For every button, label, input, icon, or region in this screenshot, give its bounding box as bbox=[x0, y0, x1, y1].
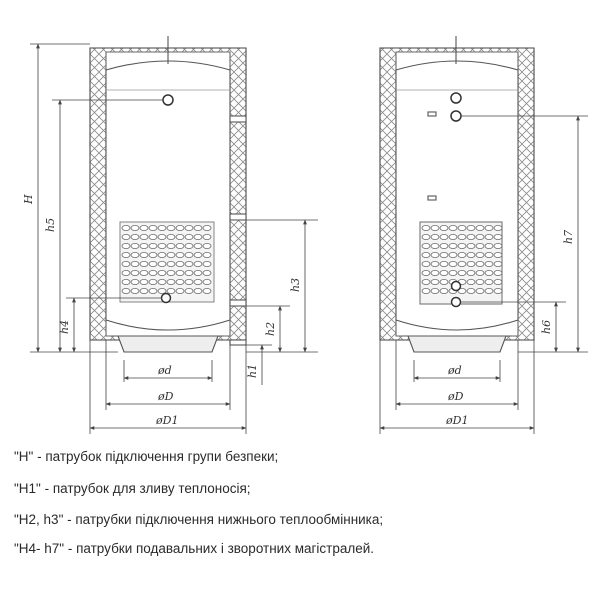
coil-turn bbox=[167, 225, 175, 230]
coil-turn bbox=[458, 225, 466, 230]
left-tank-base bbox=[118, 336, 218, 352]
dim-h1: h1 bbox=[246, 363, 259, 378]
coil-turn bbox=[149, 261, 157, 266]
coil-turn bbox=[122, 279, 130, 284]
coil-turn bbox=[194, 225, 202, 230]
coil-turn bbox=[140, 279, 148, 284]
coil-turn bbox=[467, 270, 475, 275]
coil-turn bbox=[158, 243, 166, 248]
coil-turn bbox=[203, 243, 211, 248]
coil-turn bbox=[431, 288, 439, 293]
coil-turn bbox=[467, 252, 475, 257]
coil-turn bbox=[458, 234, 466, 239]
dim-h4: h4 bbox=[58, 319, 71, 334]
coil-turn bbox=[494, 261, 502, 266]
coil-turn bbox=[140, 225, 148, 230]
coil-turn bbox=[176, 261, 184, 266]
coil-turn bbox=[467, 288, 475, 293]
coil-turn bbox=[494, 234, 502, 239]
coil-turn bbox=[440, 243, 448, 248]
coil-turn bbox=[476, 243, 484, 248]
coil-turn bbox=[176, 225, 184, 230]
coil-turn bbox=[467, 243, 475, 248]
dim-h7: h7 bbox=[562, 229, 575, 244]
coil-turn bbox=[431, 243, 439, 248]
dim-h3: h3 bbox=[289, 277, 302, 292]
coil-turn bbox=[140, 288, 148, 293]
coil-turn bbox=[131, 252, 139, 257]
coil-turn bbox=[185, 234, 193, 239]
coil-turn bbox=[422, 279, 430, 284]
coil-turn bbox=[203, 270, 211, 275]
coil-turn bbox=[131, 234, 139, 239]
coil-turn bbox=[449, 243, 457, 248]
right-top-nozzle bbox=[451, 93, 461, 103]
coil-turn bbox=[440, 288, 448, 293]
coil-turn bbox=[122, 270, 130, 275]
coil-turn bbox=[185, 270, 193, 275]
coil-turn bbox=[131, 243, 139, 248]
coil-turn bbox=[476, 234, 484, 239]
dim-d-left: ød bbox=[158, 364, 172, 377]
coil-turn bbox=[422, 261, 430, 266]
coil-turn bbox=[494, 270, 502, 275]
coil-turn bbox=[176, 243, 184, 248]
dim-h6: h6 bbox=[540, 319, 553, 334]
coil-turn bbox=[194, 234, 202, 239]
coil-turn bbox=[422, 225, 430, 230]
coil-turn bbox=[422, 243, 430, 248]
coil-turn bbox=[476, 225, 484, 230]
coil-turn bbox=[185, 288, 193, 293]
coil-turn bbox=[194, 279, 202, 284]
dim-h5: h5 bbox=[44, 217, 57, 232]
coil-turn bbox=[122, 234, 130, 239]
coil-turn bbox=[131, 279, 139, 284]
coil-turn bbox=[203, 225, 211, 230]
coil-turn bbox=[149, 252, 157, 257]
dim-D1-left: øD1 bbox=[156, 414, 179, 427]
dim-D-right: øD bbox=[448, 390, 464, 403]
coil-turn bbox=[158, 279, 166, 284]
coil-turn bbox=[449, 252, 457, 257]
coil-turn bbox=[140, 270, 148, 275]
coil-turn bbox=[131, 225, 139, 230]
coil-turn bbox=[476, 261, 484, 266]
coil-turn bbox=[140, 234, 148, 239]
coil-turn bbox=[167, 288, 175, 293]
coil-turn bbox=[467, 279, 475, 284]
coil-turn bbox=[458, 270, 466, 275]
coil-turn bbox=[203, 252, 211, 257]
coil-turn bbox=[158, 225, 166, 230]
coil-turn bbox=[494, 225, 502, 230]
coil-turn bbox=[203, 288, 211, 293]
coil-turn bbox=[494, 252, 502, 257]
coil-turn bbox=[122, 288, 130, 293]
coil-turn bbox=[167, 234, 175, 239]
legend-line-2: "H1" - патрубок для зливу теплоносія; bbox=[14, 481, 251, 496]
coil-turn bbox=[440, 252, 448, 257]
legend-line-4: "H4- h7" - патрубки подавальних і зворотних магістралей. bbox=[14, 541, 375, 556]
coil-turn bbox=[185, 261, 193, 266]
coil-turn bbox=[494, 243, 502, 248]
coil-turn bbox=[476, 252, 484, 257]
coil-turn bbox=[431, 261, 439, 266]
dim-D-left: øD bbox=[158, 390, 174, 403]
coil-turn bbox=[176, 252, 184, 257]
coil-turn bbox=[440, 279, 448, 284]
coil-turn bbox=[458, 261, 466, 266]
right-tank bbox=[380, 36, 534, 352]
coil-turn bbox=[158, 252, 166, 257]
coil-turn bbox=[458, 252, 466, 257]
coil-turn bbox=[158, 270, 166, 275]
coil-turn bbox=[176, 279, 184, 284]
coil-turn bbox=[158, 234, 166, 239]
coil-turn bbox=[485, 270, 493, 275]
coil-turn bbox=[185, 279, 193, 284]
coil-turn bbox=[194, 252, 202, 257]
coil-turn bbox=[167, 270, 175, 275]
dim-D1-right: øD1 bbox=[446, 414, 469, 427]
right-lower-nozzle bbox=[452, 298, 461, 307]
coil-turn bbox=[194, 243, 202, 248]
coil-turn bbox=[149, 288, 157, 293]
right-mid-nozzle bbox=[452, 282, 461, 291]
lower-nozzle bbox=[162, 294, 171, 303]
coil-turn bbox=[149, 243, 157, 248]
legend-line-3: "H2, h3" - патрубки підключення нижнього теплообмінника; bbox=[14, 512, 384, 527]
coil-turn bbox=[122, 261, 130, 266]
coil-turn bbox=[431, 234, 439, 239]
coil-turn bbox=[485, 279, 493, 284]
coil-turn bbox=[194, 261, 202, 266]
coil-turn bbox=[467, 261, 475, 266]
coil-turn bbox=[485, 252, 493, 257]
coil-turn bbox=[431, 279, 439, 284]
coil-turn bbox=[194, 270, 202, 275]
coil-turn bbox=[422, 288, 430, 293]
coil-turn bbox=[431, 225, 439, 230]
coil-turn bbox=[203, 279, 211, 284]
coil-turn bbox=[167, 252, 175, 257]
coil-turn bbox=[203, 261, 211, 266]
coil-turn bbox=[122, 252, 130, 257]
coil-turn bbox=[449, 270, 457, 275]
coil-turn bbox=[176, 270, 184, 275]
coil-turn bbox=[167, 261, 175, 266]
coil-turn bbox=[149, 270, 157, 275]
coil-turn bbox=[494, 288, 502, 293]
dim-d-right: ød bbox=[448, 364, 462, 377]
coil-turn bbox=[158, 288, 166, 293]
coil-turn bbox=[140, 252, 148, 257]
coil-turn bbox=[122, 225, 130, 230]
coil-turn bbox=[449, 234, 457, 239]
dim-H: H bbox=[22, 194, 35, 204]
coil-turn bbox=[476, 279, 484, 284]
coil-turn bbox=[149, 225, 157, 230]
coil-turn bbox=[185, 252, 193, 257]
right-upper-nozzle bbox=[451, 111, 461, 121]
coil-turn bbox=[422, 252, 430, 257]
coil-turn bbox=[485, 288, 493, 293]
coil-turn bbox=[440, 270, 448, 275]
left-tank bbox=[90, 36, 246, 352]
coil-turn bbox=[431, 252, 439, 257]
coil-turn bbox=[122, 243, 130, 248]
coil-turn bbox=[476, 288, 484, 293]
coil-turn bbox=[185, 225, 193, 230]
coil-turn bbox=[494, 279, 502, 284]
coil-turn bbox=[131, 270, 139, 275]
coil-turn bbox=[149, 234, 157, 239]
coil-turn bbox=[431, 270, 439, 275]
coil-turn bbox=[485, 243, 493, 248]
right-tank-base bbox=[408, 336, 506, 352]
coil-turn bbox=[140, 261, 148, 266]
coil-turn bbox=[485, 234, 493, 239]
coil-turn bbox=[485, 225, 493, 230]
coil-turn bbox=[467, 225, 475, 230]
coil-turn bbox=[449, 225, 457, 230]
coil-turn bbox=[458, 243, 466, 248]
legend-line-1: "H" - патрубок підключення групи безпеки; bbox=[14, 449, 279, 464]
coil-turn bbox=[203, 234, 211, 239]
coil-turn bbox=[422, 234, 430, 239]
coil-turn bbox=[149, 279, 157, 284]
coil-turn bbox=[167, 243, 175, 248]
top-nozzle bbox=[163, 95, 173, 105]
coil-turn bbox=[194, 288, 202, 293]
coil-turn bbox=[440, 225, 448, 230]
coil-turn bbox=[185, 243, 193, 248]
coil-turn bbox=[422, 270, 430, 275]
dim-h2: h2 bbox=[264, 321, 277, 336]
coil-turn bbox=[476, 270, 484, 275]
coil-turn bbox=[485, 261, 493, 266]
coil-turn bbox=[176, 234, 184, 239]
coil-turn bbox=[449, 261, 457, 266]
coil-turn bbox=[176, 288, 184, 293]
coil-turn bbox=[440, 234, 448, 239]
coil-turn bbox=[440, 261, 448, 266]
coil-turn bbox=[158, 261, 166, 266]
coil-turn bbox=[131, 288, 139, 293]
coil-turn bbox=[167, 279, 175, 284]
coil-turn bbox=[131, 261, 139, 266]
coil-turn bbox=[140, 243, 148, 248]
coil-turn bbox=[467, 234, 475, 239]
